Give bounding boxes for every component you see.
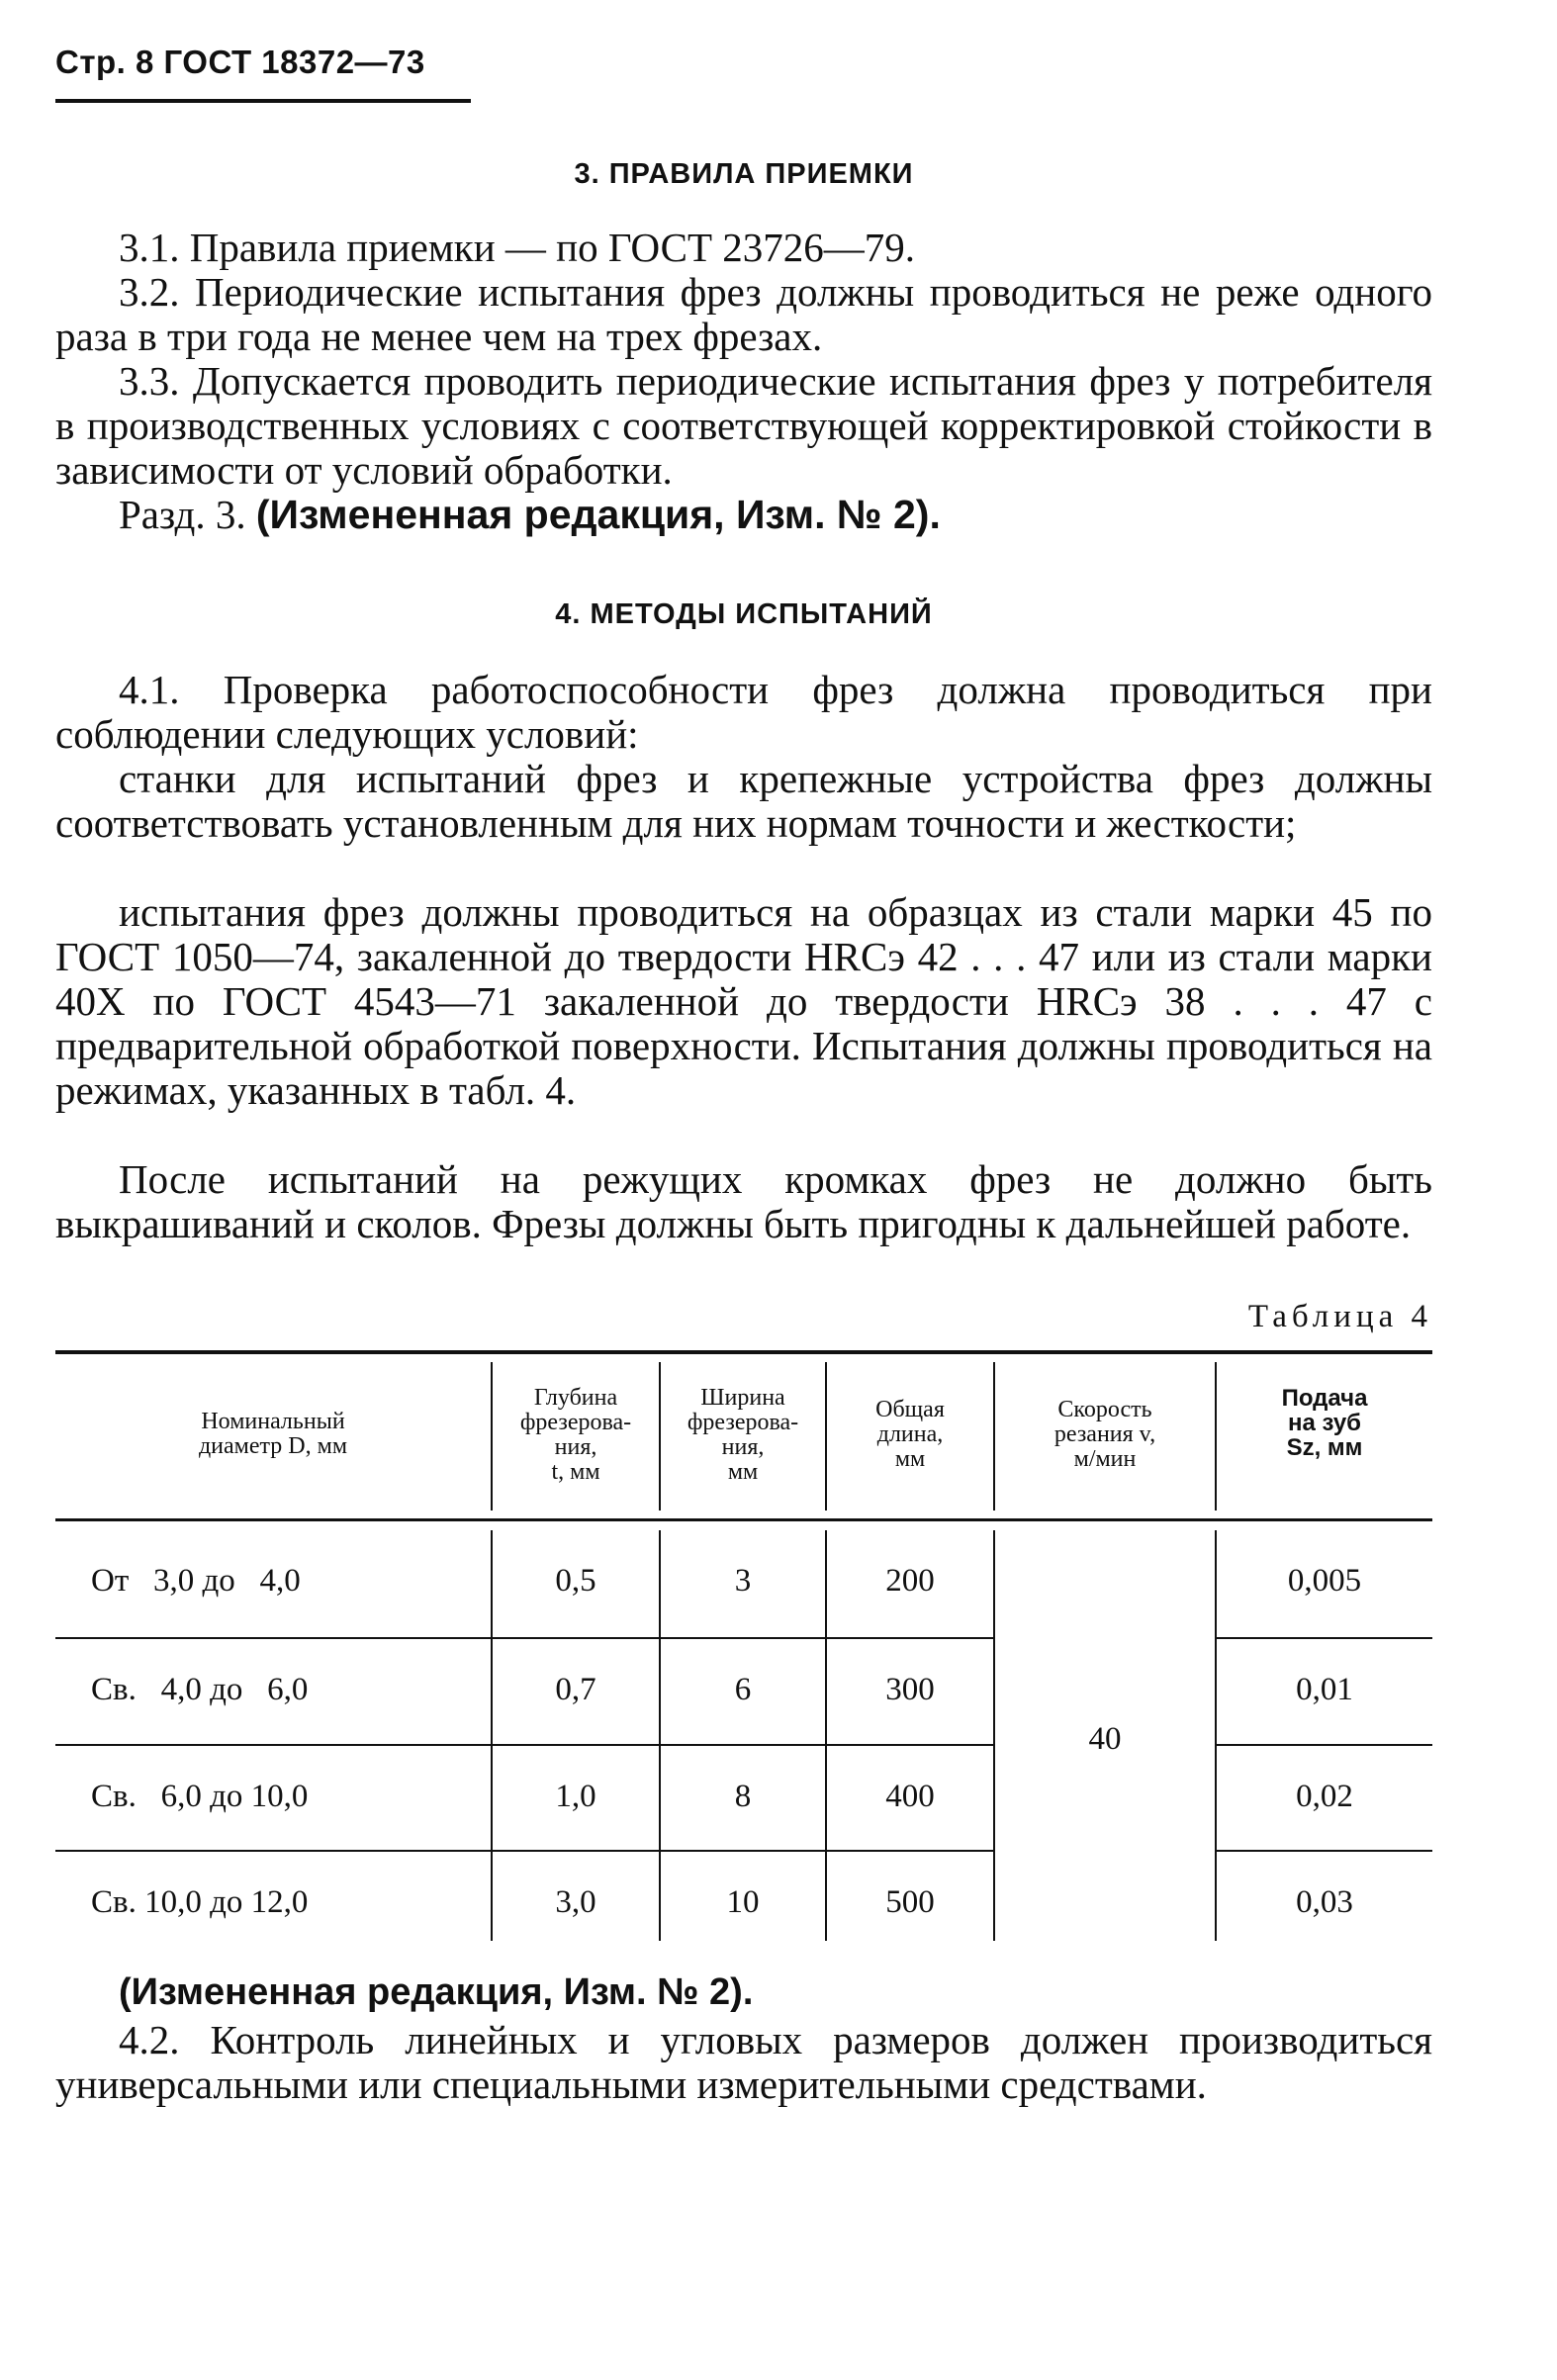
cell-length: 300 <box>885 1672 935 1707</box>
cell-depth: 3,0 <box>555 1884 596 1920</box>
row-separator <box>1215 1850 1432 1852</box>
cell-width: 10 <box>726 1884 760 1920</box>
row-separator <box>55 1744 993 1746</box>
paragraph-4-2: 4.2. Контроль линейных и угловых размеров должен производиться универсальными или специальными измерительными средствами. <box>55 2017 1432 2107</box>
cell-length: 200 <box>885 1563 935 1599</box>
table-amend-note: (Измененная редакция, Изм. № 2). <box>119 1971 754 2013</box>
header-rule <box>55 99 471 103</box>
cell-width: 8 <box>734 1779 752 1814</box>
section-3-title: 3. ПРАВИЛА ПРИЕМКИ <box>574 158 914 190</box>
row-separator <box>1215 1637 1432 1639</box>
cell-width: 6 <box>734 1672 752 1707</box>
cell-feed: 0,01 <box>1296 1672 1353 1707</box>
row-separator <box>1215 1744 1432 1746</box>
paragraph-4-1: 4.1. Проверка работоспособности фрез должна проводиться при соблюдении следующих условий: <box>55 667 1432 757</box>
paragraph-3-2: 3.2. Периодические испытания фрез должны проводиться не реже одного раза в три года не менее чем на трех фрезах. <box>55 269 1432 359</box>
paragraph-4-1-machines: станки для испытаний фрез и крепежные устройства фрез должны соответствовать установленным для них нормам точности и жесткости; <box>55 756 1432 846</box>
cell-depth: 0,7 <box>555 1672 596 1707</box>
cell-diameter: Св. 6,0 до 10,0 <box>91 1779 309 1814</box>
paragraph-4-1-result: После испытаний на режущих кромках фрез не должно быть выкрашиваний и сколов. Фрезы должны быть пригодны к дальнейшей работе. <box>55 1156 1432 1246</box>
header-length: Общая длина, мм <box>875 1397 945 1472</box>
amend-note: (Измененная редакция, Изм. № 2). <box>255 492 941 537</box>
table-4 <box>55 1350 1432 1944</box>
header-width: Ширина фрезерова- ния, мм <box>687 1385 799 1485</box>
paragraph-4-1-samples: испытания фрез должны проводиться на образцах из стали марки 45 по ГОСТ 1050—74, закаленной до твердости HRCэ 42 . . . 47 или из стали марки 40Х по ГОСТ 4543—71 закаленной до твердости HRCэ 38 . . . 47 с предварительной обработкой поверхности. Испытания должны проводиться на режимах, указанных в табл. 4. <box>55 889 1432 1113</box>
header-depth: Глубина фрезерова- ния, t, мм <box>519 1385 632 1485</box>
table-caption: Таблица 4 <box>1247 1299 1432 1334</box>
page-header: Стр. 8 ГОСТ 18372—73 <box>55 44 425 80</box>
amend-prefix: Разд. 3. <box>119 492 246 537</box>
cell-diameter: От 3,0 до 4,0 <box>91 1563 301 1599</box>
paragraph-3-3: 3.3. Допускается проводить периодические испытания фрез у потребителя в производственных условиях с соответствующей корректировкой стойкости в зависимости от условий обработки. <box>55 358 1432 493</box>
cell-length: 500 <box>885 1884 935 1920</box>
header-feed: Подача на зуб Sz, мм <box>1281 1385 1368 1461</box>
cell-depth: 0,5 <box>555 1563 596 1599</box>
row-separator <box>55 1850 993 1852</box>
cell-width: 3 <box>734 1563 752 1599</box>
cell-feed: 0,005 <box>1287 1563 1362 1599</box>
table-header-rule <box>55 1518 1432 1521</box>
cell-depth: 1,0 <box>555 1779 596 1814</box>
row-separator <box>55 1637 993 1639</box>
header-diameter: Номинальный диаметр D, мм <box>198 1409 348 1459</box>
cell-feed: 0,03 <box>1296 1884 1353 1920</box>
cell-diameter: Св. 10,0 до 12,0 <box>91 1884 309 1920</box>
paragraph-section3-amend <box>55 493 1432 537</box>
section-4-title: 4. МЕТОДЫ ИСПЫТАНИЙ <box>555 598 933 630</box>
cell-feed: 0,02 <box>1296 1779 1353 1814</box>
cell-length: 400 <box>885 1779 935 1814</box>
cell-speed: 40 <box>1088 1721 1122 1757</box>
paragraph-3-1: 3.1. Правила приемки — по ГОСТ 23726—79. <box>119 225 916 270</box>
cell-diameter: Св. 4,0 до 6,0 <box>91 1672 309 1707</box>
header-speed: Скорость резания v, м/мин <box>1053 1397 1156 1472</box>
table-top-rule <box>55 1350 1432 1354</box>
